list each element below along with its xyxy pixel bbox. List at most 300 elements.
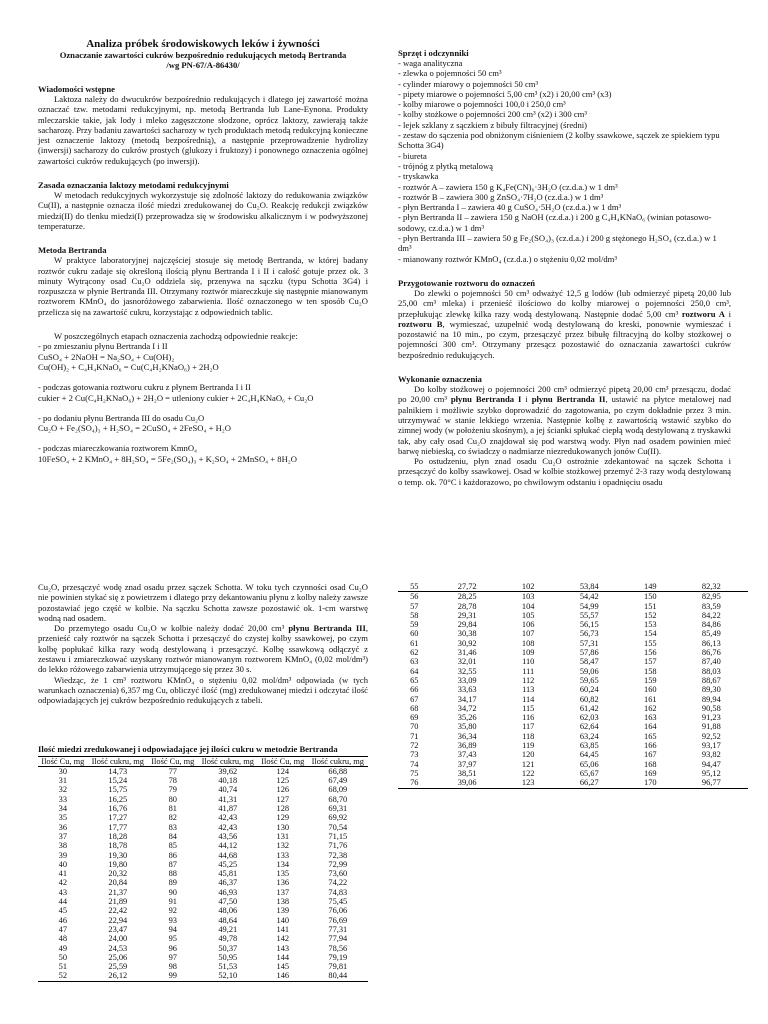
table-cell: 51,53: [218, 962, 238, 972]
table-cell: 68,09: [328, 785, 348, 795]
table-cell: 50,37: [218, 943, 238, 953]
table-cell: 69,92: [328, 813, 348, 823]
table-cell: 38: [58, 841, 67, 851]
table-row: [398, 602, 748, 611]
table-cell: 89,94: [701, 694, 721, 704]
table-row: [38, 776, 368, 785]
reaction-line: [38, 403, 368, 413]
reaction-line: CuSO₄ + 2NaOH = Na₂SO₄ + Cu(OH)₂: [38, 351, 175, 362]
table-row: [398, 676, 748, 685]
table-cell: 138: [276, 897, 290, 907]
table-cell: 115: [522, 703, 535, 713]
table-cell: 82: [168, 813, 177, 823]
conversion-table-right: [398, 582, 748, 789]
table-cell: 32,01: [457, 657, 477, 667]
table-cell: 37: [58, 831, 67, 841]
table-cell: 75: [410, 768, 419, 778]
table-cell: 119: [522, 741, 535, 751]
table-cell: 50,95: [218, 952, 238, 962]
table-cell: 129: [276, 813, 290, 823]
table-row: [38, 962, 368, 971]
table-cell: 152: [644, 610, 657, 620]
table-cell: 18,78: [108, 841, 128, 851]
table-cell: 44: [58, 897, 67, 907]
table-cell: 66: [410, 685, 419, 695]
table-cell: 114: [522, 694, 535, 704]
equipment-item: - biureta: [398, 150, 427, 161]
table-cell: 56: [410, 592, 419, 602]
table-cell: 57,86: [579, 648, 599, 658]
equipment-item: - roztwór A – zawiera 150 g K₄Fe(CN)₆·3H₂O (cz.d.a.) w 1 dm³: [398, 181, 618, 192]
table-cell: 155: [644, 638, 657, 648]
equipment-item: - kolby stożkowe o pojemności 200 cm³ (x2) i 300 cm³: [398, 109, 587, 120]
table-cell: 30,92: [457, 638, 477, 648]
table-cell: 123: [504, 778, 553, 788]
table-cell: 82,32: [675, 582, 748, 592]
table-cell: 62,03: [579, 713, 599, 723]
preparation-heading: Przygotowanie roztworu do oznaczeń: [398, 277, 536, 288]
table-cell: 59,65: [579, 675, 599, 685]
table-cell: 44,68: [218, 850, 238, 860]
table-cell: 81: [168, 804, 177, 814]
table-row: [398, 611, 748, 620]
table-cell: 96,77: [675, 778, 748, 788]
table-cell: 140: [276, 915, 290, 925]
table-cell: 167: [644, 750, 657, 760]
table-cell: 170: [626, 778, 675, 788]
table-row: [38, 878, 368, 887]
table-row: [398, 741, 748, 750]
table-cell: 150: [644, 592, 657, 602]
table-cell: 126: [276, 785, 290, 795]
table-cell: 83,59: [701, 601, 721, 611]
table-cell: 71: [410, 731, 419, 741]
continuation-text-2: Do przemytego osadu Cu₂O w kolbie należy dodać 20,00 cm³ płynu Bertranda III, przenieść cały roztwór na sączek Schotta i przesączyć do czystej kolby ssawkowej, po czym kolbę popłukać kilka razy wodą destylowaną i przesączyć. Kolbę ssawkową odłączyć z zestawu i zmiareczkować uzyskany roztwór mianowanym roztworem KMnO₄ (0,02 mol/dm³) do lekko różowego zabarwienia utrzymującego się przez 30 s.: [38, 623, 369, 675]
equipment-item: - płyn Bertranda I – zawiera 40 g CuSO₄·5H₂O (cz.d.a.) w 1 dm³: [398, 202, 622, 213]
equipment-item: - mianowany roztwór KMnO₄ (cz.d.a.) o stężeniu 0,02 mol/dm³: [398, 253, 617, 264]
table-cell: 156: [644, 648, 657, 658]
table-row: [38, 841, 368, 850]
table-cell: 143: [276, 943, 290, 953]
table-row: [398, 722, 748, 731]
table-cell: 84,22: [701, 610, 721, 620]
table-cell: 33,63: [457, 685, 477, 695]
table-cell: 32,55: [457, 666, 477, 676]
table-cell: 131: [276, 831, 290, 841]
table-cell: 42,43: [218, 813, 238, 823]
table-cell: 69,31: [328, 804, 348, 814]
table-cell: 93,82: [701, 750, 721, 760]
table-cell: 44,12: [218, 841, 238, 851]
table-row: [38, 888, 368, 897]
table-cell: 60,24: [579, 685, 599, 695]
table-cell: 128: [276, 804, 290, 814]
table-cell: 37,97: [457, 759, 477, 769]
document-standard: /wg PN-67/A-86430/: [166, 60, 240, 70]
table-cell: 60: [410, 629, 419, 639]
table-row: [398, 713, 748, 722]
table-cell: 86,76: [701, 648, 721, 658]
table-row: [38, 804, 368, 813]
table-cell: 39: [58, 850, 67, 860]
table-row: [398, 667, 748, 676]
table-cell: 47,50: [218, 897, 238, 907]
equipment-item: - pipety miarowe o pojemności 5,00 cm³ (x2) i 20,00 cm³ (x3): [398, 88, 612, 99]
reaction-line: - podczas miareczkowania roztworem KmnO₄: [38, 443, 198, 454]
document-subtitle: Oznaczanie zawartości cukrów bezpośrednio redukujących metodą Bertranda: [59, 50, 347, 60]
table-cell: 28,78: [457, 601, 477, 611]
table-cell: 56,73: [579, 629, 599, 639]
table-row: [38, 944, 368, 953]
document-title: Analiza próbek środowiskowych leków i żywności: [86, 38, 320, 50]
table-cell: 15,24: [108, 776, 128, 786]
table-cell: 48,64: [218, 915, 238, 925]
table-cell: 29,31: [457, 610, 477, 620]
table-cell: 130: [276, 822, 290, 832]
table-cell: 71,76: [328, 841, 348, 851]
table-cell: 164: [644, 722, 657, 732]
column-bottom-left: [38, 582, 368, 982]
table-cell: 157: [644, 657, 657, 667]
table-cell: 74,83: [328, 887, 348, 897]
table-cell: 122: [521, 768, 535, 778]
header-sugar-1: Ilość cukru, mg: [88, 756, 148, 766]
table-cell: 89: [168, 878, 177, 888]
table-cell: 73: [410, 750, 419, 760]
table-cell: 55,57: [579, 610, 599, 620]
table-cell: 77: [168, 766, 177, 776]
table-cell: 34: [58, 804, 67, 814]
table-cell: 42: [58, 878, 67, 888]
table-cell: 80: [168, 794, 177, 804]
table-cell: 54,42: [579, 592, 599, 602]
equipment-item: - tryskawka: [398, 171, 439, 182]
table-cell: 77,94: [328, 934, 348, 944]
table-cell: 87: [168, 859, 177, 869]
table-cell: 63,85: [579, 741, 599, 751]
table-cell: 40: [58, 859, 67, 869]
table-row: [38, 766, 368, 776]
table-cell: 93,17: [701, 741, 721, 751]
table-row: [398, 750, 748, 759]
header-sugar-2: Ilość cukru, mg: [198, 756, 258, 766]
table-cell: 25,59: [108, 962, 128, 972]
table-cell: 49: [58, 943, 67, 953]
table-cell: 21,37: [108, 887, 128, 897]
table-cell: 94,47: [701, 759, 721, 769]
table-cell: 45: [58, 906, 67, 916]
table-cell: 121: [521, 759, 535, 769]
table-cell: 95,12: [701, 768, 721, 778]
table-cell: 107: [521, 629, 535, 639]
principle-heading: Zasada oznaczania laktozy metodami redukcyjnymi: [38, 180, 229, 191]
table-cell: 64: [410, 666, 419, 676]
table-cell: 41: [58, 869, 67, 879]
table-cell: 98: [168, 962, 177, 972]
table-cell: 91: [168, 897, 177, 907]
table-cell: 141: [276, 924, 290, 934]
table-row: [38, 971, 368, 981]
table-cell: 158: [644, 666, 657, 676]
table-cell: 50: [58, 952, 67, 962]
table-cell: 39,62: [218, 766, 238, 776]
table-cell: 82,95: [701, 592, 721, 602]
table-cell: 30: [58, 766, 67, 776]
table-cell: 17,27: [108, 813, 128, 823]
table-cell: 154: [644, 629, 657, 639]
table-cell: 41,31: [218, 794, 238, 804]
table-cell: 15,75: [108, 785, 128, 795]
table-cell: 43: [58, 887, 67, 897]
table-cell: 34,17: [457, 694, 477, 704]
table-cell: 72: [410, 741, 419, 751]
table-cell: 38,51: [457, 768, 477, 778]
table-cell: 102: [504, 582, 553, 592]
reaction-line: - po dodaniu płynu Bertranda III do osadu Cu₂O: [38, 412, 205, 423]
table-row: [38, 916, 368, 925]
table-cell: 68: [410, 703, 419, 713]
equipment-item: - lejek szklany z sączkiem z bibuły filtracyjnej (średni): [398, 119, 587, 130]
table-cell: 93: [168, 915, 177, 925]
reaction-line: cukier + 2 Cu(C₄H₂KNaO₆) + 2H₂O = utleniony cukier + 2C₄H₄KNaO₆ + Cu₂O: [38, 392, 314, 403]
table-cell: 146: [258, 971, 308, 981]
table-cell: 169: [644, 768, 657, 778]
reactions-list: [38, 341, 368, 464]
reaction-line: Cu₂O + Fe₂(SO₄)₃ + H₂SO₄ = 2CuSO₄ + 2FeSO₄ + H₂O: [38, 423, 232, 434]
reaction-line: [38, 433, 368, 443]
table-cell: 47: [58, 924, 67, 934]
equipment-item: - zestaw do sączenia pod obniżonym ciśnieniem (2 kolby ssawkowe, sączek ze spiekiem typu Schotta 3G4): [398, 130, 720, 151]
procedure-text-2: Po ostudzeniu, płyn znad osadu Cu₂O ostrożnie zdekantować na sączek Schotta i przesączyć do kolby ssawkowej. Osad w kolbie stożkowej przemyć 2-3 razy wodą destylowaną o temp. ok. 70°C i każdorazowo, po chwilowym odstaniu i opadnięciu osadu: [398, 456, 731, 487]
table-row: [398, 648, 748, 657]
table-cell: 139: [276, 906, 290, 916]
table-cell: 83: [168, 822, 177, 832]
table-cell: 88,03: [701, 666, 721, 676]
table-cell: 103: [521, 592, 535, 602]
table-cell: 53,84: [553, 582, 626, 592]
table-row: [398, 732, 748, 741]
table-cell: 49,21: [218, 924, 238, 934]
table-cell: 74,22: [328, 878, 348, 888]
table-cell: 64,45: [579, 750, 599, 760]
procedure-heading: Wykonanie oznaczenia: [398, 374, 482, 385]
table-cell: 55: [398, 582, 431, 592]
table-cell: 135: [276, 869, 290, 879]
table-cell: 34,72: [457, 703, 477, 713]
table-cell: 39,06: [431, 778, 504, 788]
table-cell: 36,89: [457, 741, 477, 751]
table-cell: 52: [38, 971, 88, 981]
equipment-item: - cylinder miarowy o pojemności 50 cm³: [398, 78, 539, 89]
table-cell: 45,81: [218, 869, 238, 879]
table-cell: 159: [644, 675, 657, 685]
table-cell: 37,43: [457, 750, 477, 760]
table-cell: 105: [521, 610, 535, 620]
table-cell: 71,15: [328, 831, 348, 841]
table-cell: 33: [58, 794, 67, 804]
table-cell: 24,53: [108, 943, 128, 953]
reaction-line: Cu(OH)₂ + C₄H₄KNaO₆ = Cu(C₄H₂KNaO₆) + 2H₂O: [38, 361, 219, 372]
table-cell: 46,93: [218, 887, 238, 897]
table-row: [38, 953, 368, 962]
table-cell: 85,49: [701, 629, 721, 639]
table-cell: 165: [644, 731, 657, 741]
table-cell: 86,13: [701, 638, 721, 648]
procedure-text: Do kolby stożkowej o pojemności 200 cm³ odmierzyć pipetą 20,00 cm³ przesączu, dodać po 20,00 cm³ płynu Bertranda I i płynu Bertranda II, ustawić na płytce metalowej nad palnikiem i możliwie szybko doprowadzić do zagotowania, po czym dokładnie przez 3 min. utrzymywać w stanie lekkiego wrzenia. Następnie kolbę z zawartością wstawić szybko do zimnej wody (w położeniu skośnym), a jej ścianki spłukać ciepłą wodą destylowaną z tryskawki tak, aby cały osad Cu₂O znajdował się pod warstwą wody. Płyn nad osadem powinien mieć barwę niebieską, co świadczy o nadmiarze niezredukowanych jonów Cu(II).: [398, 384, 732, 456]
reactions-intro: W poszczególnych etapach oznaczenia zachodzą odpowiednie reakcje:: [54, 331, 298, 342]
table-cell: 84: [168, 831, 177, 841]
table-cell: 66,88: [328, 766, 348, 776]
table-cell: 151: [644, 601, 657, 611]
table-row: [398, 769, 748, 778]
table-cell: 19,30: [108, 850, 128, 860]
table-cell: 49,78: [218, 934, 238, 944]
table-cell: 24,00: [108, 934, 128, 944]
table-row: [38, 823, 368, 832]
table-cell: 46,37: [218, 878, 238, 888]
table-cell: 118: [522, 731, 535, 741]
table-row: [38, 813, 368, 822]
table-cell: 54,99: [579, 601, 599, 611]
table-row: [398, 657, 748, 666]
header-cu-2: Ilość Cu, mg: [148, 756, 198, 766]
table-title: Ilość miedzi zredukowanej i odpowiadające jej ilości cukru w metodzie Bertranda: [38, 743, 338, 754]
table-cell: 109: [521, 648, 535, 658]
table-row: [38, 832, 368, 841]
reaction-line: - po zmieszaniu płynu Bertranda I i II: [38, 341, 168, 352]
table-cell: 65: [410, 675, 419, 685]
table-cell: 125: [276, 776, 290, 786]
table-cell: 145: [276, 962, 290, 972]
table-cell: 88,67: [701, 675, 721, 685]
table-cell: 79,19: [328, 952, 348, 962]
table-header-row: [38, 756, 368, 766]
table-cell: 21,89: [108, 897, 128, 907]
equipment-item: - trójnóg z płytką metalową: [398, 160, 493, 171]
table-row: [38, 934, 368, 943]
table-cell: 73,60: [328, 869, 348, 879]
table-cell: 90: [168, 887, 177, 897]
table-row: [398, 704, 748, 713]
column-top-right: [398, 48, 731, 487]
reaction-line: 10FeSO₄ + 2 KMnO₄ + 8H₂SO₄ = 5Fe₂(SO₄)₃ + K₂SO₄ + 2MnSO₄ + 8H₂O: [38, 453, 297, 464]
table-cell: 30,38: [457, 629, 477, 639]
table-cell: 99: [148, 971, 198, 981]
table-cell: 25,06: [108, 952, 128, 962]
table-cell: 56,15: [579, 620, 599, 630]
table-cell: 96: [168, 943, 177, 953]
header-cu-1: Ilość Cu, mg: [38, 756, 88, 766]
table-cell: 80,44: [308, 971, 368, 981]
table-cell: 144: [276, 952, 290, 962]
table-cell: 137: [276, 887, 290, 897]
equipment-item: - roztwór B – zawiera 300 g ZnSO₄·7H₂O (cz.d.a.) w 1 dm³: [398, 191, 604, 202]
equipment-item: - płyn Bertranda II – zawiera 150 g NaOH (cz.d.a.) i 200 g C₄H₄KNaO₆ (winian potasowo-sodowy, cz.d.a.) w 1 dm³: [398, 212, 712, 233]
table-cell: 28,25: [457, 592, 477, 602]
table-cell: 163: [644, 713, 657, 723]
table-cell: 133: [276, 850, 290, 860]
table-cell: 51: [58, 962, 67, 972]
table-cell: 110: [522, 657, 535, 667]
equipment-list: [398, 58, 731, 264]
table-cell: 19,80: [108, 859, 128, 869]
equipment-item: - kolby miarowe o pojemności 100,0 i 250,0 cm³: [398, 99, 566, 110]
table-cell: 35,80: [457, 722, 477, 732]
reaction-line: - podczas gotowania roztworu cukru z płynem Bertranda I i II: [38, 382, 251, 393]
table-cell: 76,69: [328, 915, 348, 925]
table-cell: 20,32: [108, 869, 128, 879]
table-cell: 70: [410, 722, 419, 732]
table-cell: 14,73: [108, 766, 128, 776]
table-cell: 87,40: [701, 657, 721, 667]
table-row: [38, 906, 368, 915]
table-cell: 31,46: [457, 648, 477, 658]
table-cell: 36,34: [457, 731, 477, 741]
table-cell: 161: [644, 694, 657, 704]
table-row: [38, 785, 368, 794]
table-cell: 74: [410, 759, 419, 769]
table-cell: 29,84: [457, 620, 477, 630]
table-cell: 62: [410, 648, 419, 658]
table-cell: 72,38: [328, 850, 348, 860]
table-cell: 18,28: [108, 831, 128, 841]
table-cell: 68,70: [328, 794, 348, 804]
table-cell: 20,84: [108, 878, 128, 888]
table-cell: 76,06: [328, 906, 348, 916]
reaction-line: [38, 372, 368, 382]
table-cell: 76: [398, 778, 431, 788]
table-cell: 63: [410, 657, 419, 667]
table-cell: 124: [276, 766, 290, 776]
table-cell: 142: [276, 934, 290, 944]
table-cell: 153: [644, 620, 657, 630]
equipment-heading: Sprzęt i odczynniki: [398, 48, 469, 58]
table-cell: 85: [168, 841, 177, 851]
table-cell: 112: [522, 675, 535, 685]
table-cell: 65,06: [579, 759, 599, 769]
table-cell: 97: [168, 952, 177, 962]
table-cell: 16,76: [108, 804, 128, 814]
table-row: [38, 860, 368, 869]
table-row: [398, 685, 748, 694]
table-cell: 52,10: [198, 971, 258, 981]
header-cu-3: Ilość Cu, mg: [258, 756, 308, 766]
table-cell: 79,81: [328, 962, 348, 972]
equipment-item: - waga analityczna: [398, 58, 463, 68]
bertrand-text: W praktyce laboratoryjnej najczęściej stosuje się metodę Bertranda, w której badany roztwór cukru zadaje się określoną ilością płynu Bertranda I i II i całość gotuje przez ok. 3 minuty Wytrącony osad Cu₂O oddziela się, przenywa na sączku (typu Schotta 3G4) i rozpuszcza w płynie Bertranda III. Otrzymany roztwór miareczkuje się następnie mianowanym roztworem KMnO₄ do jasnoróżowego zabarwienia. Ilość oznaczonego w ten sposób Cu₂O przelicza się na zawartość cukru, korzystając z odpowiednich tablic.: [38, 255, 368, 317]
table-cell: 127: [276, 794, 290, 804]
table-cell: 35,26: [457, 713, 477, 723]
table-cell: 23,47: [108, 924, 128, 934]
table-cell: 62,64: [579, 722, 599, 732]
table-cell: 113: [522, 685, 535, 695]
table-cell: 160: [644, 685, 657, 695]
column-top-left: [38, 38, 368, 464]
table-cell: 16,25: [108, 794, 128, 804]
table-cell: 149: [626, 582, 675, 592]
table-cell: 67,49: [328, 776, 348, 786]
table-cell: 57,31: [579, 638, 599, 648]
principle-text: W metodach redukcyjnych wykorzystuje się zdolność laktozy do redukowania związków Cu(II), a następnie oznacza ilość miedzi zredukowanej do Cu₂O. Reakcję redukcji związków miedzi(II) do tlenku miedzi(I) przeprowadza się w środowisku alkalicznym i w podwyższonej temperaturze.: [38, 190, 368, 231]
continuation-text-1: Cu₂O, przesączyć wodę znad osadu przez sączek Schotta. W toku tych czynności osad Cu₂O nie powinien stykać się z powietrzem i dlatego przy dekantowaniu płynu z kolby należy zawsze pozostawiać jego część w kolbie. Na sączku Schotta zawsze pozostawić ok. 1-cm warstwę wodną nad osadem.: [38, 582, 368, 623]
conversion-table-left: [38, 756, 368, 982]
table-cell: 31: [58, 776, 67, 786]
table-cell: 84,86: [701, 620, 721, 630]
table-cell: 91,23: [701, 713, 721, 723]
table-cell: 66,27: [553, 778, 626, 788]
table-cell: 58,47: [579, 657, 599, 667]
table-cell: 61,42: [579, 703, 599, 713]
